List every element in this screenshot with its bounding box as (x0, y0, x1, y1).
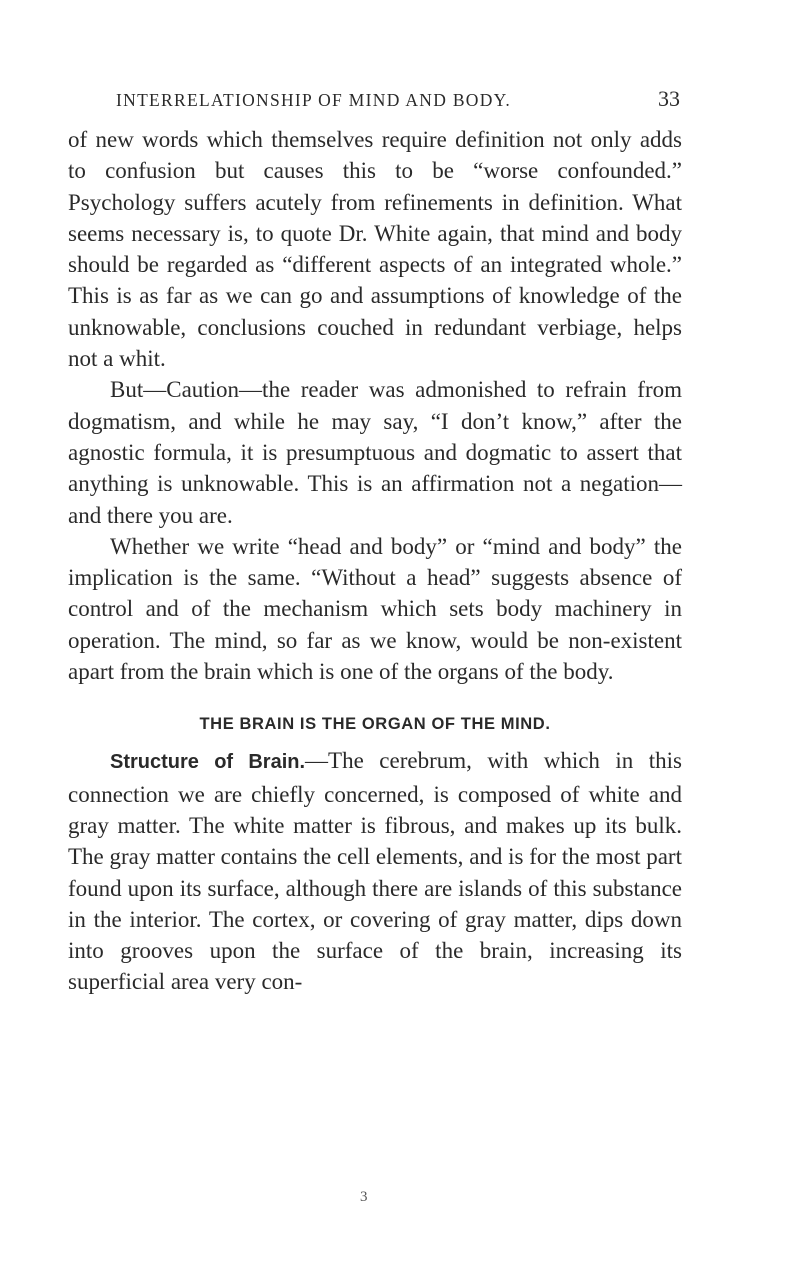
running-head: INTERRELATIONSHIP OF MIND AND BODY. (116, 90, 512, 110)
section-heading: THE BRAIN IS THE ORGAN OF THE MIND. (199, 715, 551, 734)
paragraph-caution: But—Caution—the reader was admonished to refrain from dogmatism, and while he may say, “I don’t know,” after the agnostic formula, it is presumptuous and dogmatic to assert that anything is unknowable. This is an affirmation not a negation—and there you are. (68, 377, 682, 528)
body-text (68, 124, 682, 998)
page-number: 33 (658, 86, 680, 111)
section-text: —The cerebrum, with which in this connection we are chiefly concerned, is composed of white and gray matter. The white matter is fibrous, and makes up its bulk. The gray matter contains the cell elements, and is for the most part found upon its surface, although there are islands of this substance in the interior. The cortex, or covering of gray matter, dips down into grooves upon the surface of the brain, increasing its superficial area very con- (68, 748, 683, 995)
paragraph-head-and-body: Whether we write “head and body” or “mind and body” the implication is the same. “Without a head” suggests absence of control and of the mechanism which sets body machinery in operation. The mind, so far as we know, would be non-existent apart from the brain which is one of the organs of the body. (68, 533, 682, 685)
signature-mark: 3 (360, 1189, 368, 1205)
paragraph-continuation: of new words which themselves require definition not only adds to confusion but causes this to be “worse confounded.” Psychology suffers acutely from refinements in definition. What seems necessary is, to quote Dr. White again, that mind and body should be regarded as “different aspects of an integrated whole.” This is as far as we can go and assumptions of knowledge of the unknowable, conclusions couched in redundant verbiage, helps not a whit. (68, 127, 682, 372)
paragraph-structure-of-brain (68, 745, 682, 997)
run-in-title: Structure of Brain. (110, 751, 306, 774)
